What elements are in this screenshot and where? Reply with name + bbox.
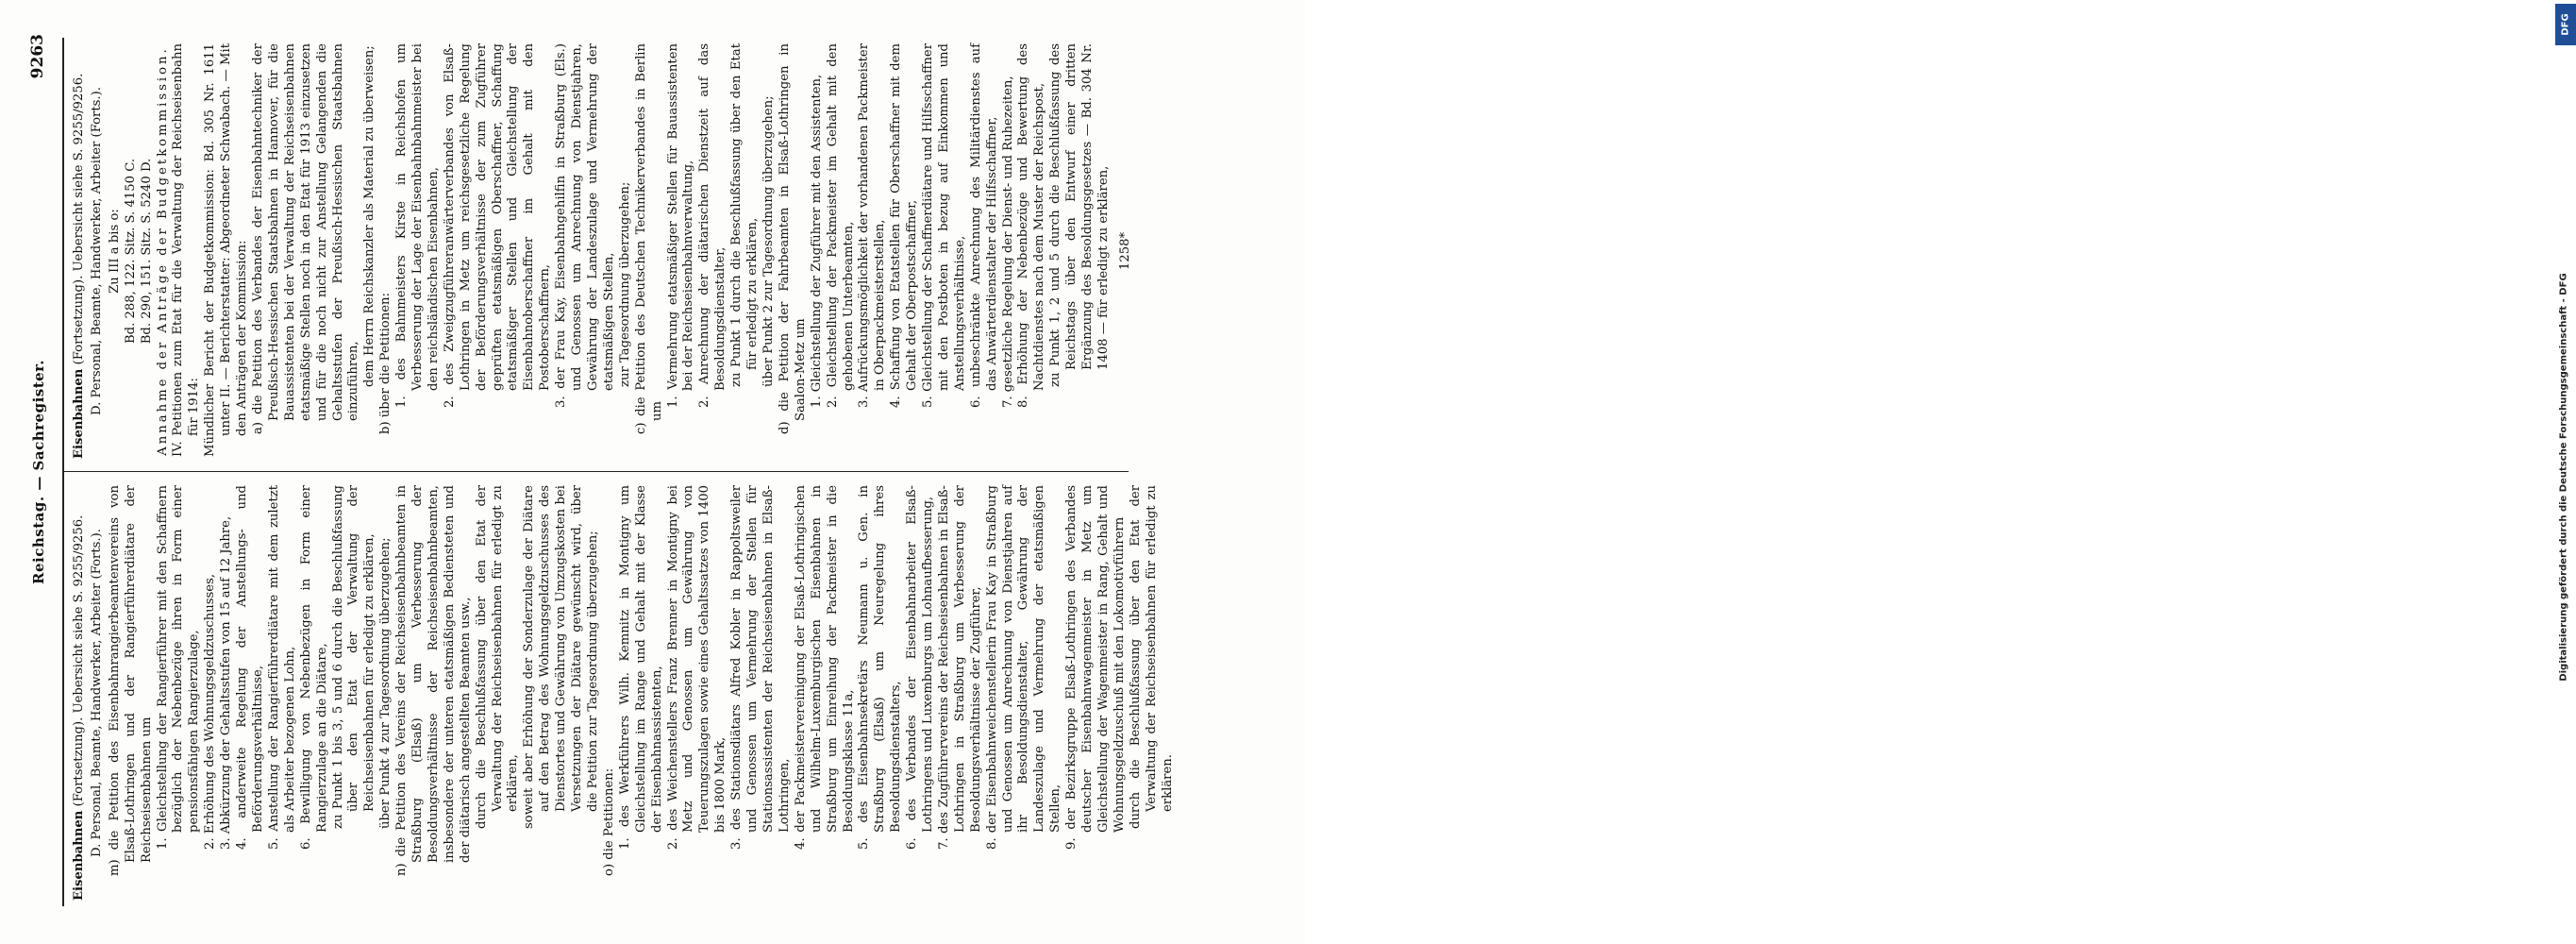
right-entry-line: Bd. 290, 151. Sitz. S. 5240 D. xyxy=(139,158,154,345)
right-entry-line: 1. Gleichstellung der Zugführer mit den Assistenten, xyxy=(809,74,824,408)
right-entry-line: 2. Anrechnung der diätarischen Dienstzeit auf das Besoldungsdienstalter, xyxy=(697,43,728,408)
left-entry-line: soweit aber Erhöhung der Sonderzulage der Diätare auf den Betrag des Wohnungsgeldzuschusses des Dienstortes und Gewährung von Umzugskosten bei Versetzungen der Diätare gewünscht wird, über die Petition zur Tagesordnung überzugehen; xyxy=(522,485,600,829)
right-entry-line: 3. Aufrückungsmöglichkeit der vorhandenen Packmeister in Oberpackmeisterstellen, xyxy=(857,43,888,408)
left-column-subheading: D. Personal, Beamte, Handwerker, Arbeiter (Forts.). xyxy=(89,529,104,857)
running-title: Reichstag. — Sachregister. xyxy=(30,360,47,584)
right-entry-line: 6. unbeschränkte Anrechnung des Militärdienstes auf das Anwärterdienstalter der Hilfsschaffner, xyxy=(968,43,999,408)
left-entry-line: n) die Petition des Vereins der Reichseisenbahnbeamten in Straßburg (Elsaß) um Verbesserung der Besoldungsverhältnisse der Reichseisenbahnbeamten, insbesondere der unteren etatsmäßigen Bediensteten und der diätarisch angestellten Beamten usw., xyxy=(394,485,473,876)
left-entry-line: 7. des Zugführervereins der Reichseisenbahnen in Elsaß-Lothringen in Straßburg um Verbesserung der Besoldungsverhältnisse der Zugführer, xyxy=(936,485,983,850)
right-heading-word: Eisenbahnen xyxy=(72,368,86,459)
right-entry-line: zur Tagesordnung überzugehen; xyxy=(617,181,632,387)
rotated-register-page xyxy=(0,0,1276,944)
right-entry-line: Mündlicher Bericht der Budgetkommission: Bd. 305 Nr. 1611 unter II. — Berichterstatter: Abgeordneter Schwabach. — Mit den Anträgen der Kommission: xyxy=(203,43,250,457)
right-entries xyxy=(108,43,1112,459)
left-entries xyxy=(108,485,1177,901)
right-entry-line: Annahme der Anträge der Budgetkommission. xyxy=(155,46,170,456)
left-entry-line: 4. anderweite Regelung der Anstellungs- und Beförderungsverhältnisse, xyxy=(235,485,265,850)
left-entry-line: 3. des Stationsdiätars Alfred Kobler in Rappoltsweiler und Genossen um Vermehrung der Stellen für Stationsassistenten der Reichseisenbahnen in Elsaß-Lothringen, xyxy=(729,485,792,850)
right-column xyxy=(72,43,1134,459)
left-entry-line: zu Punkt 1 bis 3, 5 und 6 durch die Beschlußfassung über den Etat der Verwaltung der Reichseisenbahnen für erledigt zu erklären, xyxy=(330,485,377,829)
left-entry-line: 1. des Werkführers Wilh. Kemnitz in Montigny um Gleichstellung im Range und Gehalt mit der Klasse der Eisenbahnassistenten, xyxy=(617,485,664,850)
left-entry-line: 5. Anstellung der Rangierführerdiätare mit dem zuletzt als Arbeiter bezogenen Lohn, xyxy=(266,485,297,850)
right-entry-line: über Punkt 2 zur Tagesordnung überzugehen; xyxy=(761,95,776,387)
right-entry-line: 7. gesetzliche Regelung der Dienst- und Ruhezeiten, xyxy=(1000,76,1015,408)
right-column-heading xyxy=(72,43,88,459)
left-entry-line: 1. Gleichstellung der Rangierführer mit den Schaffnern bezüglich der Nebenbezüge ihren in Form einer pensionsfähigen Rangierzulage, xyxy=(155,485,202,850)
header-rule xyxy=(62,38,64,906)
left-entry-line: 4. der Packmeistervereinigung der Elsaß-Lothringischen und Wilhelm-Luxemburgischen Eisenbahnen in Straßburg um Einreihung der Packmeister in die Besoldungsklasse 11a, xyxy=(793,485,856,850)
left-heading-word: Eisenbahnen xyxy=(72,810,86,901)
right-entry-line: Zu III a bis o: xyxy=(107,209,122,294)
right-entry-line: 4. Schaffung von Etatstellen für Oberschaffner mit dem Gehalt der Oberpostschaffner, xyxy=(889,43,920,408)
right-entry-line: 5. Gleichstellung der Schaffnerdiätare und Hilfsschaffner mit den Postboten in bezug auf Einkommen und Anstellungsverhältnisse, xyxy=(921,43,967,408)
dfg-logo: DFG xyxy=(2555,4,2576,45)
left-entry-line: über Punkt 4 zur Tagesordnung überzugehen; xyxy=(378,537,393,829)
left-entry-line: 2. des Weichenstellers Franz Brenner in Montigny bei Metz und Genossen um Gewährung von Teuerungszulagen sowie eines Gehaltssatzes von 1400 bis 1800 Mark, xyxy=(665,485,728,850)
right-entry-line: 3. der Frau Kay, Eisenbahngehilfin in Straßburg (Els.) und Genossen um Anrechnung von Dienstjahren, Gewährung der Landeszulage und Vermehrung der etatsmäßigen Stellen, xyxy=(554,43,616,408)
left-entry-line: 2. Erhöhung des Wohnungsgeldzuschusses, xyxy=(203,573,218,850)
right-entry-line: d) die Petition der Fahrbeamten in Elsaß-Lothringen in Saalon-Metz um xyxy=(777,43,808,434)
right-entry-line: c) die Petition des Deutschen Technikerverbandes in Berlin um xyxy=(633,43,664,434)
page-number: 9263 xyxy=(28,34,47,79)
right-entry-line: IV. Petitionen zum Etat für die Verwaltung der Reichseisenbahn für 1914: xyxy=(171,43,202,457)
right-entry-line: zu Punkt 1 durch die Beschlußfassung über den Etat für erledigt zu erklären, xyxy=(729,43,761,387)
right-entry-line: dem Herrn Reichskanzler als Material zu überweisen; xyxy=(362,45,377,387)
right-heading-rest: (Fortsetzung). Uebersicht siehe S. 9255/9256. xyxy=(72,73,86,365)
digitization-sidebar xyxy=(1276,0,2571,944)
digitization-note: Digitalisierung gefördert durch die Deutsche Forschungsgemeinschaft - DFG xyxy=(2558,273,2569,682)
left-entry-line: 5. des Eisenbahnsekretärs Neumann u. Gen. in Straßburg (Elsaß) um Neuregelung ihres Besoldungsdienstalters, xyxy=(857,485,904,850)
left-entry-line: 6. Bewilligung von Nebenbezügen in Form einer Rangierzulage an die Diätare, xyxy=(298,485,329,850)
right-entry-line: a) die Petition des Verbandes der Eisenbahntechniker der Preußisch-Hessischen Staatsbahnen in Hannover, für die Bauassistenten bei der Verwaltung der Reichseisenbahnen etatsmäßige Stellen noch in den Etat für 1913 einzusetzen und für die noch nicht zur Anstellung Gelangenden die Gehaltsstufen der Preußisch-Hessischen Staatsbahnen einzuführen, xyxy=(250,43,361,434)
left-entry-line: m) die Petition des Eisenbahnrangierbeamtenvereins von Elsaß-Lothringen und der Rangierführerdiätare der Reichseisenbahnen um xyxy=(107,485,154,876)
right-entry-line: 2. des Zweigzugführeranwärterverbandes von Elsaß-Lothringen in Metz um reichsgesetzliche Regelung der Beförderungsverhältnisse der zum Zugführer geprüften etatsmäßigen Oberschaffner, Schaffung etatsmäßiger Stellen und Gleichstellung der Eisenbahnoberschaffner im Gehalt mit den Postoberschaffnern, xyxy=(442,43,553,408)
left-entry-line: durch die Beschlußfassung über den Etat der Verwaltung der Reichseisenbahnen für erledigt zu erklären. xyxy=(1128,485,1175,829)
right-entry-line: b) über die Petitionen: xyxy=(378,293,393,434)
right-entry-line: Bd. 288, 122. Sitz. S. 4150 C. xyxy=(123,158,138,345)
left-entry-line: durch die Beschlußfassung über den Etat der Verwaltung der Reichseisenbahnen für erledigt zu erklären, xyxy=(474,485,521,829)
left-entry-line: o) die Petitionen: xyxy=(601,767,616,876)
right-column-subheading: D. Personal, Beamte, Handwerker, Arbeiter (Forts.). xyxy=(89,87,104,415)
right-entry-line: zu Punkt 1, 2 und 5 durch die Beschlußfassung des Reichstags über den Entwurf einer dritten Ergänzung des Besoldungsgesetzes — Bd. 304 Nr. 1408 — für erledigt zu erklären, xyxy=(1048,43,1111,387)
left-entry-line: 9. der Bezirksgruppe Elsaß-Lothringen des Verbandes deutscher Eisenbahnwagenmeister in Metz um Gleichstellung der Wagenmeister in Rang, Gehalt und Wohnungsgeldzuschuß mit den Lokomotivführern xyxy=(1064,485,1127,850)
left-entry-line: 6. des Verbandes der Eisenbahnarbeiter Elsaß-Lothringens und Luxemburgs um Lohnaufbesserung, xyxy=(905,485,936,850)
left-column-heading xyxy=(72,485,88,901)
folio-mark: 1258* xyxy=(1117,231,1132,271)
left-entry-line: 8. der Eisenbahnweichenstellerin Frau Kay in Straßburg und Genossen um Anrechnung von Dienstjahren auf ihr Besoldungsdienstalter, Gewährung der Landeszulage und Vermehrung der etatsmäßigen Stellen, xyxy=(984,485,1063,850)
left-entry-line: 3. Abkürzung der Gehaltsstufen von 15 auf 12 Jahre, xyxy=(219,515,234,850)
right-entry-line: 1. Vermehrung etatsmäßiger Stellen für Bauassistenten bei der Reichseisenbahnverwaltung, xyxy=(665,43,696,408)
right-entry-line: 2. Gleichstellung der Packmeister im Gehalt mit den gehobenen Unterbeamten, xyxy=(825,43,856,408)
left-column xyxy=(72,485,1177,901)
column-divider xyxy=(62,471,1129,472)
right-entry-line: 8. Erhöhung der Nebenbezüge und Bewertung des Nachtdienstes nach dem Muster der Reichspost, xyxy=(1016,43,1047,408)
left-heading-rest: (Fortsetzung). Uebersicht siehe S. 9255/9256. xyxy=(72,514,86,807)
right-entry-line: 1. des Bahnmeisters Kirste in Reichshofen um Verbesserung der Lage der Eisenbahnbahnmeister bei den reichsländischen Eisenbahnen, xyxy=(394,43,441,408)
